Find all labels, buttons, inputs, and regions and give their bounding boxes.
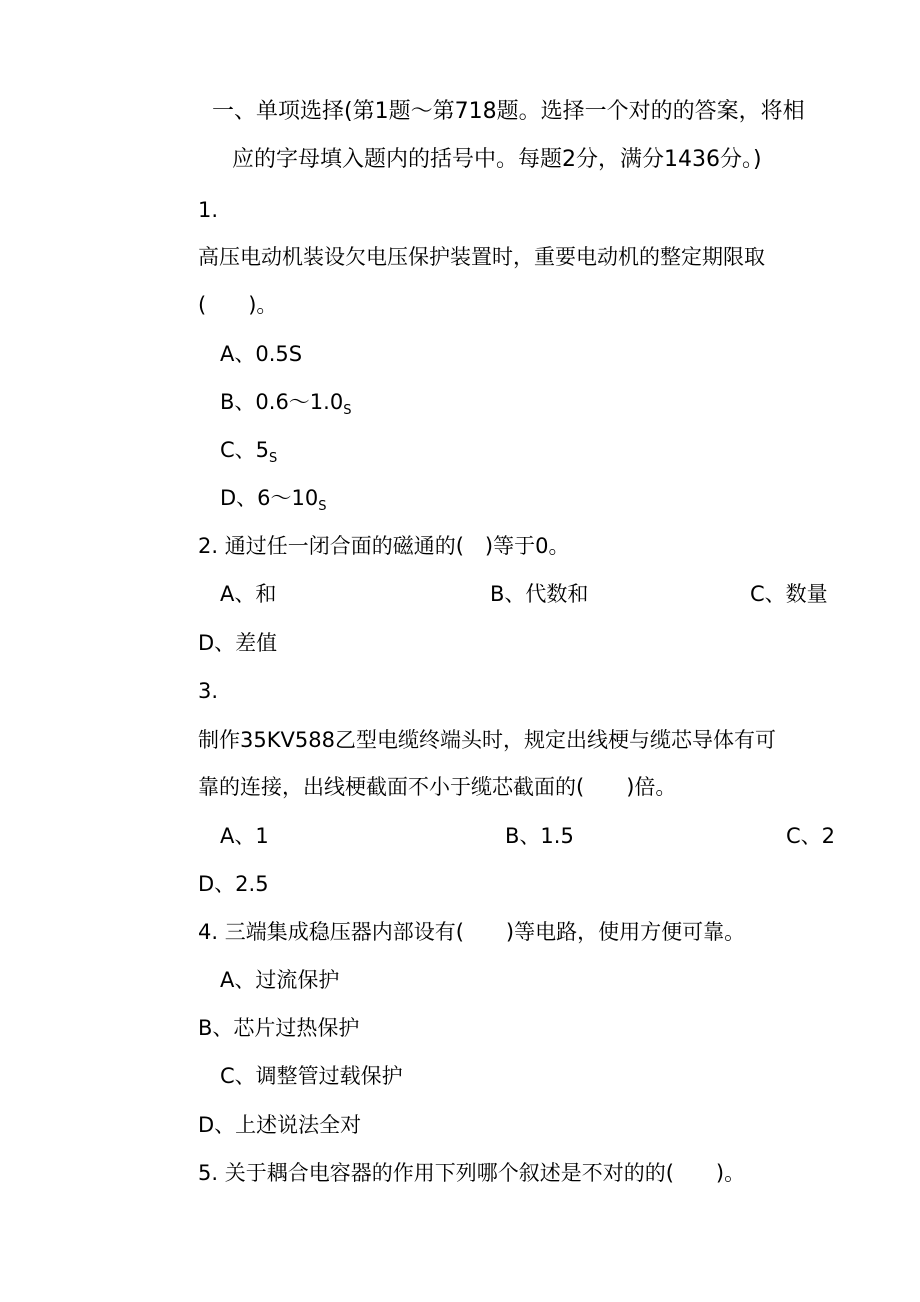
q3-stem-line2: 靠的连接，出线梗截面不小于缆芯截面的( )倍。: [198, 775, 677, 799]
q1-option-d-subscript: S: [318, 499, 327, 514]
q3-option-c: C、2: [786, 824, 836, 848]
q1-option-d-main: D、6～10: [220, 486, 319, 510]
q2-stem: 2. 通过任一闭合面的磁通的( )等于0。: [198, 534, 570, 558]
q5-stem: 5. 关于耦合电容器的作用下列哪个叙述是不对的的( )。: [198, 1161, 746, 1185]
q1-option-c-main: C、5: [220, 438, 270, 462]
q1-stem-line2: ( )。: [198, 293, 278, 317]
q4-option-c: C、调整管过载保护: [220, 1064, 403, 1088]
q4-option-b: B、芯片过热保护: [198, 1016, 360, 1040]
section-heading-line1: 一、单项选择(第1题～第718题。选择一个对的的答案，将相: [212, 99, 805, 124]
q4-option-d: D、上述说法全对: [198, 1113, 362, 1137]
q1-option-b: [220, 388, 351, 425]
q4-option-a: A、过流保护: [220, 968, 340, 992]
q1-number: 1.: [198, 198, 219, 222]
q2-option-d: D、差值: [198, 631, 278, 655]
q1-option-b-main: B、0.6～1.0: [220, 390, 344, 414]
q3-option-d: D、2.5: [198, 872, 269, 896]
q3-option-b: B、1.5: [505, 824, 574, 848]
q1-option-c-subscript: S: [269, 451, 278, 466]
q1-option-d: [220, 484, 327, 521]
q1-option-c: [220, 436, 277, 473]
q2-option-a: A、和: [220, 582, 277, 606]
q1-option-a: A、0.5S: [220, 342, 303, 366]
q2-option-c: C、数量: [750, 582, 828, 606]
q3-number: 3.: [198, 679, 219, 703]
q1-stem-line1: 高压电动机装设欠电压保护装置时，重要电动机的整定期限取: [198, 245, 765, 269]
q4-stem: 4. 三端集成稳压器内部设有( )等电路，使用方便可靠。: [198, 920, 746, 944]
q1-option-b-subscript: S: [343, 403, 352, 418]
section-heading-line2: 应的字母填入题内的括号中。每题2分，满分1436分。): [232, 147, 762, 172]
q2-option-b: B、代数和: [490, 582, 589, 606]
q3-option-a: A、1: [220, 824, 269, 848]
q3-stem-line1: 制作35KV588乙型电缆终端头时，规定出线梗与缆芯导体有可: [198, 728, 776, 752]
